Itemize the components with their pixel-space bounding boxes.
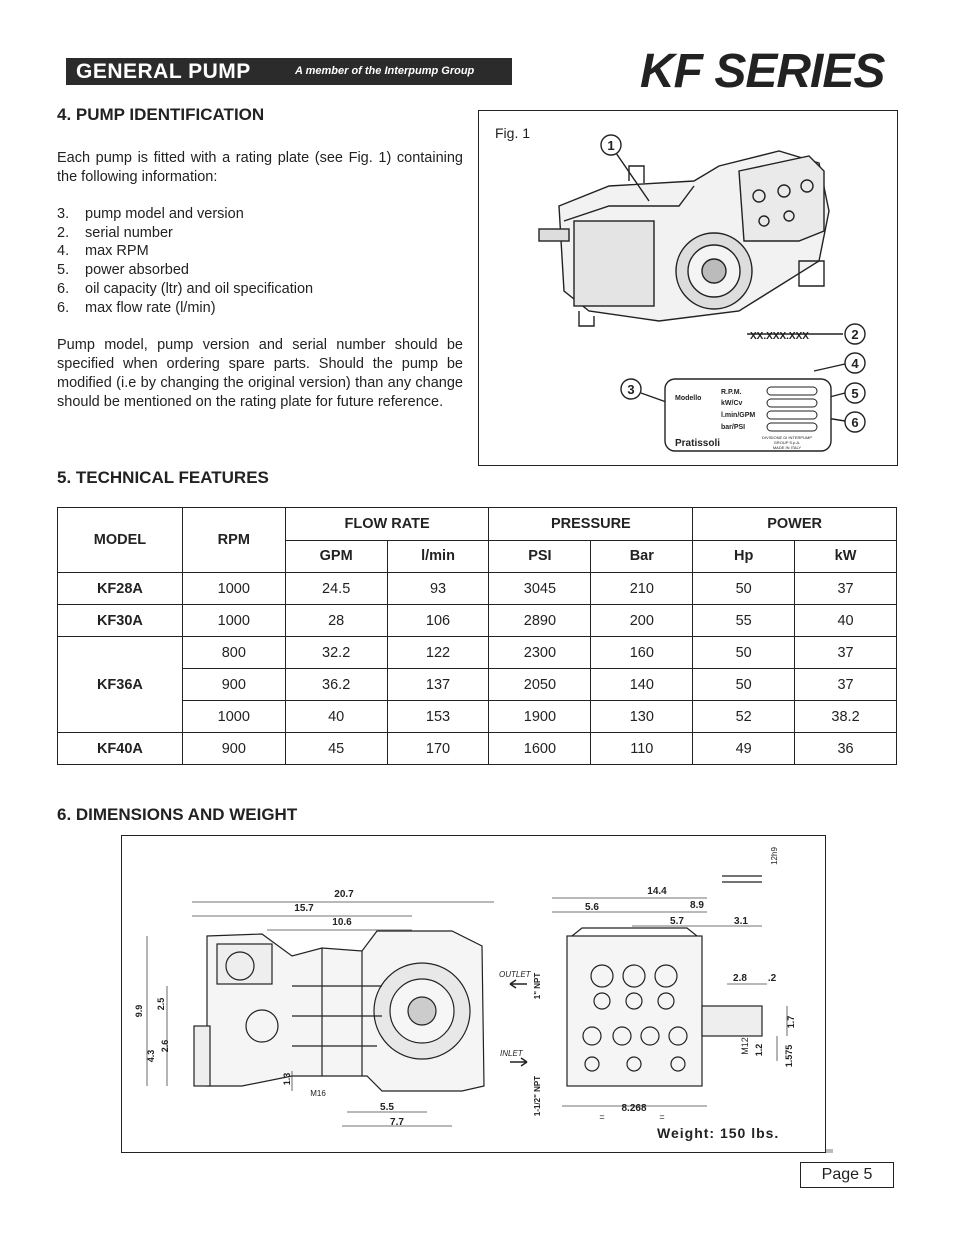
- table-row: KF30A 1000 28 106 2890 200 55 40: [58, 605, 897, 637]
- header-rpm: RPM: [182, 508, 285, 573]
- list-item: 6. max flow rate (l/min): [57, 299, 216, 316]
- dim-1-2: 1.2: [754, 1043, 764, 1057]
- inlet-arrow-icon: [510, 1058, 527, 1066]
- dim-1-7: 1.7: [786, 1015, 796, 1029]
- dimensions-svg: [122, 836, 825, 1152]
- serial-number-text: XX.XXX.XXX: [750, 331, 809, 342]
- dim-2-6: 2.6: [160, 1039, 170, 1053]
- table-row: 1000 40 153 1900 130 52 38.2: [58, 701, 897, 733]
- header-bar: Bar: [591, 540, 693, 573]
- section6-title: 6. DIMENSIONS AND WEIGHT: [57, 805, 298, 824]
- callout-4: 4: [851, 356, 859, 371]
- plate-division-2: GROUP S.p.A.: [773, 440, 801, 445]
- series-title: KF SERIES: [640, 45, 885, 98]
- dim-7-7: 7.7: [390, 1117, 404, 1128]
- figure-1: [478, 110, 898, 466]
- dim-equal-1: =: [599, 1112, 605, 1122]
- callout-5: 5: [851, 386, 859, 401]
- section4-note: Pump model, pump version and serial number should be specified when ordering spare parts. Should the pump be modified (i.e by changing the original version) than any change should be mentioned on the rating plate for future reference.: [57, 337, 463, 410]
- dim-5-7: 5.7: [670, 916, 684, 927]
- outlet-arrow-icon: [510, 980, 527, 988]
- plate-model-label: Modello: [675, 395, 702, 402]
- dim-15-7: 15.7: [294, 903, 314, 914]
- callout-2: 2: [851, 327, 859, 342]
- figure-label: Fig. 1: [495, 125, 531, 141]
- dim-8-268: 8.268: [621, 1103, 647, 1114]
- plate-made: MADE IN ITALY: [772, 445, 802, 450]
- header-kw: kW: [795, 540, 897, 573]
- dim-12h9: 12h9: [770, 847, 779, 865]
- callout-1: 1: [607, 138, 615, 153]
- brand-bar: [66, 58, 512, 85]
- plate-kw-label: kW/Cv: [721, 400, 743, 407]
- dim-3-1: 3.1: [734, 916, 748, 927]
- list-item: 2. serial number: [57, 224, 173, 241]
- brand-tagline: A member of the Interpump Group: [295, 65, 475, 77]
- plate-bar-label: bar/PSI: [721, 424, 746, 431]
- dim-0-2: .2: [767, 973, 777, 984]
- header-lmin: l/min: [387, 540, 489, 573]
- header-flow-rate: FLOW RATE: [285, 508, 489, 541]
- callout-3: 3: [627, 382, 635, 397]
- technical-features-table: [57, 507, 897, 765]
- weight-label: Weight: 150 lbs.: [657, 1125, 780, 1141]
- section5-title: 5. TECHNICAL FEATURES: [57, 468, 269, 487]
- inlet-label: INLET: [500, 1049, 523, 1058]
- list-item: 6. oil capacity (ltr) and oil specification: [57, 280, 314, 297]
- table-row: KF40A 900 45 170 1600 110 49 36: [58, 733, 897, 765]
- dim-4-3: 4.3: [146, 1049, 156, 1063]
- inlet-npt: 1-1/2" NPT: [533, 1075, 542, 1117]
- pump-illustration: [479, 111, 897, 465]
- dim-8-9: 8.9: [690, 900, 704, 911]
- info-list: [57, 205, 313, 317]
- header-pressure: PRESSURE: [489, 508, 693, 541]
- list-item: 5. power absorbed: [57, 262, 189, 279]
- dim-2-8: 2.8: [733, 973, 747, 984]
- dim-m12: M12: [740, 1037, 750, 1055]
- header-psi: PSI: [489, 540, 591, 573]
- dim-5-6: 5.6: [585, 902, 599, 913]
- table-row: KF36A 800 32.2 122 2300 160 50 37: [58, 637, 897, 669]
- table-row: 900 36.2 137 2050 140 50 37: [58, 669, 897, 701]
- plate-brand: Pratissoli: [675, 438, 721, 449]
- header-hp: Hp: [693, 540, 795, 573]
- dim-9-9: 9.9: [134, 1004, 144, 1018]
- section4-title: 4. PUMP IDENTIFICATION: [57, 105, 265, 124]
- list-item: 4. max RPM: [57, 243, 149, 260]
- dim-10-6: 10.6: [332, 917, 352, 928]
- dim-20-7: 20.7: [334, 889, 354, 900]
- plate-division-1: DIVISIONE DI INTERPUMP: [761, 435, 813, 440]
- header-power: POWER: [693, 508, 897, 541]
- plate-flow-label: l.min/GPM: [721, 412, 756, 419]
- brand-name: GENERAL PUMP: [76, 60, 251, 83]
- header-gpm: GPM: [285, 540, 387, 573]
- callout-6: 6: [851, 415, 859, 430]
- dim-m16: M16: [310, 1089, 326, 1098]
- plate-rpm-label: R.P.M.: [721, 389, 742, 396]
- section4-intro: Each pump is fitted with a rating plate (see Fig. 1) containing the following information:: [57, 150, 463, 185]
- table-row: KF28A 1000 24.5 93 3045 210 50 37: [58, 573, 897, 605]
- page-number: Page 5: [800, 1162, 894, 1188]
- list-item: 3. pump model and version: [57, 206, 244, 222]
- dim-14-4: 14.4: [647, 886, 667, 897]
- outlet-label: OUTLET: [499, 970, 531, 979]
- outlet-npt: 1" NPT: [533, 972, 542, 1000]
- dimensions-drawing: [121, 835, 826, 1153]
- dim-1-3: 1.3: [282, 1072, 292, 1086]
- dim-1-575: 1.575: [784, 1044, 794, 1068]
- dim-equal-2: =: [659, 1112, 665, 1122]
- header-model: MODEL: [58, 508, 183, 573]
- dim-5-5: 5.5: [380, 1102, 394, 1113]
- dim-2-5: 2.5: [156, 997, 166, 1011]
